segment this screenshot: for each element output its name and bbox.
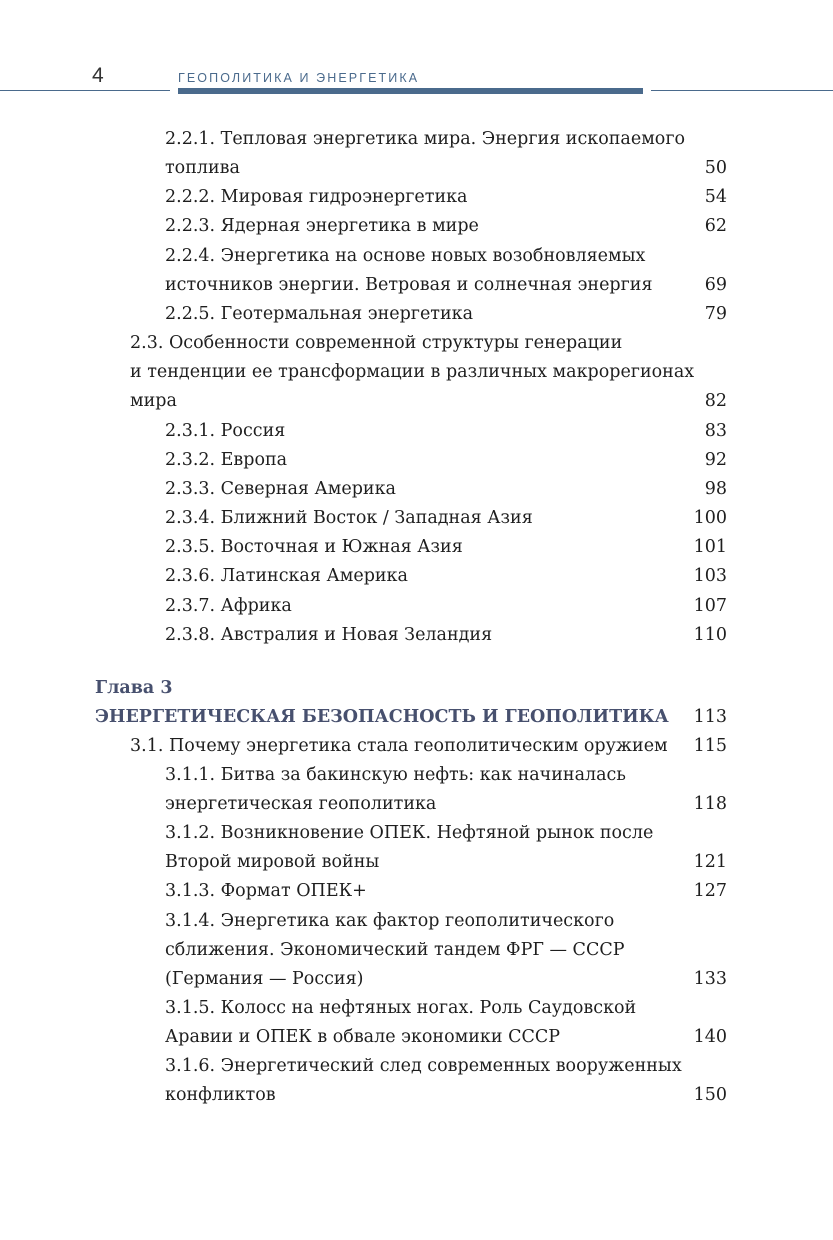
- toc-entry-text: 2.3.2. Европа: [165, 450, 288, 470]
- toc-page-number: 92: [704, 450, 727, 470]
- toc-entry-text: конфликтов: [165, 1085, 276, 1105]
- page-number: 4: [92, 64, 104, 87]
- header-rule-right: [651, 90, 833, 91]
- toc-entry-text: 3.1.4. Энергетика как фактор геополитического: [165, 911, 615, 931]
- toc-entry-text: 2.3.6. Латинская Америка: [165, 566, 408, 586]
- toc-page-number: 69: [704, 275, 727, 295]
- toc-entry-text: 2.2.3. Ядерная энергетика в мире: [165, 216, 479, 236]
- toc-entry-text: и тенденции ее трансформации в различных макрорегионах: [130, 362, 695, 382]
- toc-page-number: 127: [693, 881, 727, 901]
- toc-entry-text: 2.3.4. Ближний Восток / Западная Азия: [165, 508, 533, 528]
- toc-entry-text: 3.1.3. Формат ОПЕК+: [165, 881, 367, 901]
- chapter-label: Глава 3: [95, 678, 173, 698]
- toc-page-number: 118: [693, 794, 727, 814]
- toc-entry-text: 2.3.5. Восточная и Южная Азия: [165, 537, 463, 557]
- toc-page-number: 82: [704, 391, 727, 411]
- toc-page-number: 107: [693, 596, 727, 616]
- header-rule-bar: [178, 88, 643, 94]
- toc-page-number: 121: [693, 852, 727, 872]
- toc-page-number: 115: [693, 736, 727, 756]
- toc-entry-text: 3.1.2. Возникновение ОПЕК. Нефтяной рынок после: [165, 823, 654, 843]
- toc-entry-text: 2.3. Особенности современной структуры генерации: [130, 333, 623, 353]
- toc-page-number: 103: [693, 566, 727, 586]
- toc-page-number: 110: [693, 625, 727, 645]
- toc-entry-text: мира: [130, 391, 177, 411]
- toc-entry-text: (Германия — Россия): [165, 969, 364, 989]
- toc-page-number: 83: [704, 421, 727, 441]
- toc-entry-text: Аравии и ОПЕК в обвале экономики СССР: [165, 1027, 561, 1047]
- toc-entry-text: 2.3.7. Африка: [165, 596, 292, 616]
- toc-page-number: 100: [693, 508, 727, 528]
- toc-page-number: 140: [693, 1027, 727, 1047]
- toc-page-number: 79: [704, 304, 727, 324]
- toc-entry-text: сближения. Экономический тандем ФРГ — СССР: [165, 940, 625, 960]
- toc-entry-text: 2.3.1. Россия: [165, 421, 286, 441]
- chapter-title: ЭНЕРГЕТИЧЕСКАЯ БЕЗОПАСНОСТЬ И ГЕОПОЛИТИКА: [95, 707, 669, 727]
- toc-entry-text: энергетическая геополитика: [165, 794, 437, 814]
- toc-entry-text: 2.2.4. Энергетика на основе новых возобновляемых: [165, 246, 646, 266]
- running-title: ГЕОПОЛИТИКА И ЭНЕРГЕТИКА: [178, 71, 420, 85]
- toc-page-number: 133: [693, 969, 727, 989]
- toc-entry-text: 2.3.3. Северная Америка: [165, 479, 396, 499]
- toc-entry-text: 3.1. Почему энергетика стала геополитическим оружием: [130, 736, 668, 756]
- toc-page-number: 101: [693, 537, 727, 557]
- header-rule-left: [0, 90, 170, 91]
- toc-page-number: 62: [704, 216, 727, 236]
- toc-entry-text: источников энергии. Ветровая и солнечная энергия: [165, 275, 653, 295]
- toc-page-number: 150: [693, 1085, 727, 1105]
- toc-entry-text: 3.1.1. Битва за бакинскую нефть: как начиналась: [165, 765, 626, 785]
- toc-entry-text: 2.2.1. Тепловая энергетика мира. Энергия ископаемого: [165, 129, 686, 149]
- toc-page-number: 50: [704, 158, 727, 178]
- toc-page-number: 113: [693, 707, 727, 727]
- toc-entry-text: Второй мировой войны: [165, 852, 380, 872]
- toc-page-number: 98: [704, 479, 727, 499]
- toc-page-number: 54: [704, 187, 727, 207]
- toc-entry-text: 3.1.5. Колосс на нефтяных ногах. Роль Саудовской: [165, 998, 637, 1018]
- toc-entry-text: 2.2.2. Мировая гидроэнергетика: [165, 187, 468, 207]
- toc-entry-text: топлива: [165, 158, 240, 178]
- toc-entry-text: 2.2.5. Геотермальная энергетика: [165, 304, 474, 324]
- toc-entry-text: 3.1.6. Энергетический след современных вооруженных: [165, 1056, 682, 1076]
- toc-entry-text: 2.3.8. Австралия и Новая Зеландия: [165, 625, 493, 645]
